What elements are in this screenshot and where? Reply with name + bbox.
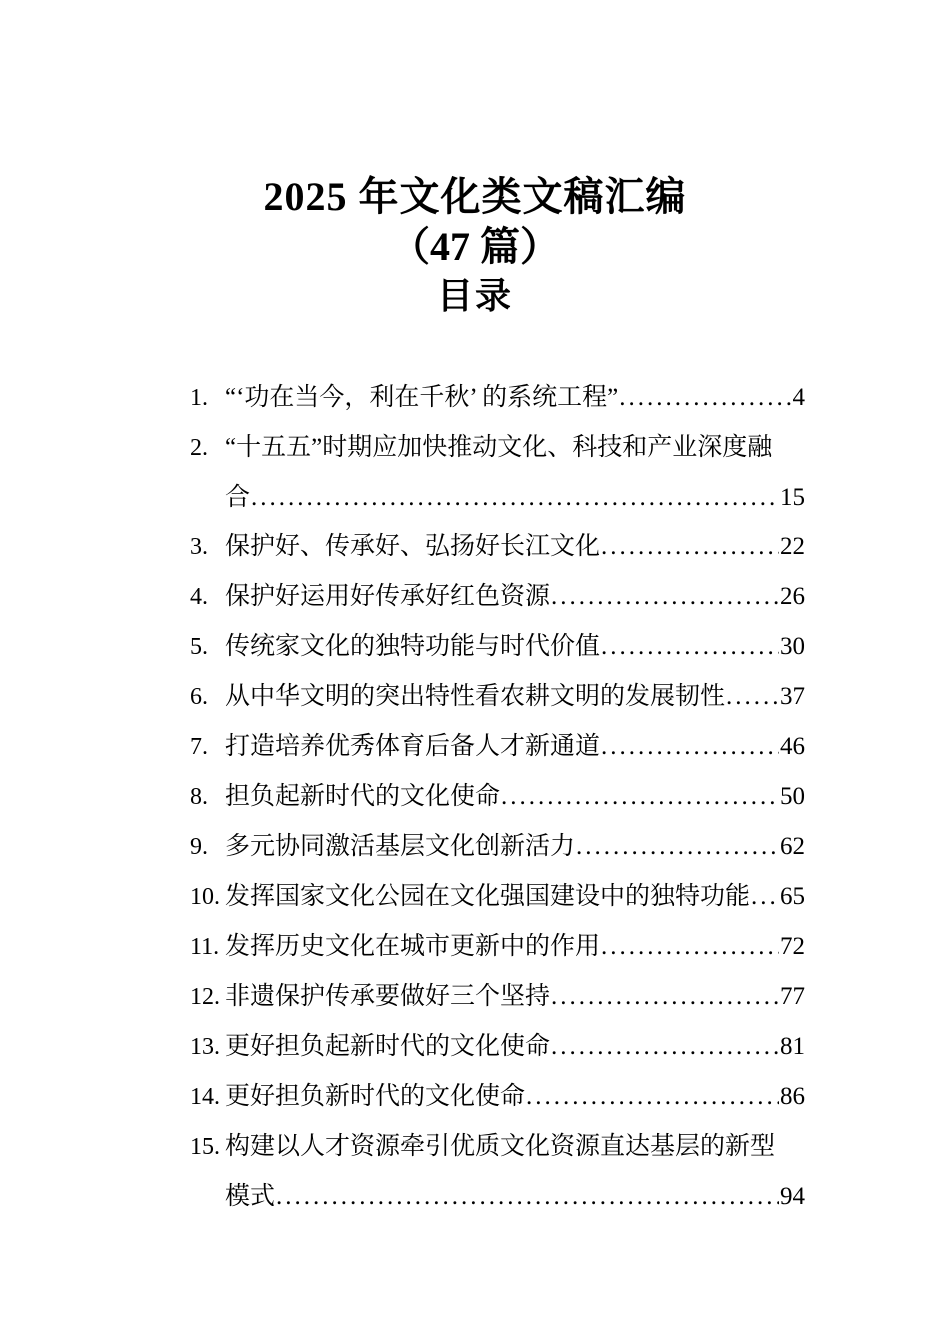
toc-entry-title: 发挥历史文化在城市更新中的作用 xyxy=(225,933,601,960)
toc-entry-page: 30 xyxy=(780,633,805,660)
dot-leader xyxy=(526,1072,779,1121)
dot-leader xyxy=(601,622,779,671)
dot-leader xyxy=(726,672,779,721)
dot-leader xyxy=(551,572,779,621)
doc-title: 2025 年文化类文稿汇编 xyxy=(263,174,687,219)
toc-entry-page: 22 xyxy=(780,533,805,560)
toc-entry-number: 11. xyxy=(190,934,220,960)
dot-leader xyxy=(551,972,779,1021)
toc-entry-14[interactable] xyxy=(190,1072,805,1122)
toc-entry-5[interactable] xyxy=(190,622,805,672)
toc-entry-6[interactable] xyxy=(190,672,805,722)
toc-entry-title: 担负起新时代的文化使命 xyxy=(225,783,501,810)
toc-entry-11[interactable] xyxy=(190,922,805,972)
toc-entry-page: 86 xyxy=(780,1083,805,1110)
toc-entry-title-line2: 合 xyxy=(225,484,251,511)
dot-leader xyxy=(276,1172,779,1221)
toc-entry-number: 5. xyxy=(190,634,208,660)
toc-entry-title: 从中华文明的突出特性看农耕文明的发展韧性 xyxy=(225,683,726,710)
toc-entry-number: 7. xyxy=(190,734,208,760)
dot-leader xyxy=(601,722,779,771)
toc-entry-title: 更好担负新时代的文化使命 xyxy=(225,1083,526,1110)
toc-entry-number: 15. xyxy=(190,1134,220,1160)
toc-entry-page: 26 xyxy=(780,583,805,610)
toc-entry-number: 9. xyxy=(190,834,208,860)
toc-entry-10[interactable] xyxy=(190,872,805,922)
toc-entry-2[interactable] xyxy=(190,423,805,522)
toc-heading: 目录 xyxy=(436,276,513,316)
toc-entry-8[interactable] xyxy=(190,772,805,822)
dot-leader xyxy=(551,1022,779,1071)
toc-entry-7[interactable] xyxy=(190,722,805,772)
dot-leader xyxy=(751,872,779,921)
dot-leader xyxy=(501,772,779,821)
toc-entry-page: 72 xyxy=(780,933,805,960)
toc-entry-15[interactable] xyxy=(190,1122,805,1221)
toc-entry-title-line2: 模式 xyxy=(225,1183,276,1210)
toc-entry-title: 保护好、传承好、弘扬好长江文化 xyxy=(225,533,601,560)
toc-entry-page: 46 xyxy=(780,733,805,760)
dot-leader xyxy=(251,473,779,522)
toc-entry-page: 62 xyxy=(780,833,805,860)
toc-entry-number: 3. xyxy=(190,534,208,560)
toc-entry-title: 传统家文化的独特功能与时代价值 xyxy=(225,633,601,660)
toc-entry-4[interactable] xyxy=(190,572,805,622)
table-of-contents xyxy=(190,373,805,1221)
dot-leader xyxy=(601,522,779,571)
toc-entry-page: 37 xyxy=(780,683,805,710)
toc-entry-title: 发挥国家文化公园在文化强国建设中的独特功能 xyxy=(225,883,751,910)
toc-entry-title: 保护好运用好传承好红色资源 xyxy=(225,583,551,610)
toc-entry-page: 15 xyxy=(780,484,805,511)
toc-entry-number: 6. xyxy=(190,684,208,710)
toc-entry-title: “‘功在当今，利在千秋’ 的系统工程” xyxy=(225,384,619,411)
toc-entry-title-line1: 构建以人才资源牵引优质文化资源直达基层的新型 xyxy=(225,1133,776,1160)
doc-subtitle: （47 篇） xyxy=(390,224,560,269)
toc-entry-page: 94 xyxy=(780,1183,805,1210)
toc-entry-number: 4. xyxy=(190,584,208,610)
document-header xyxy=(0,0,950,320)
dot-leader xyxy=(601,922,779,971)
toc-entry-page: 50 xyxy=(780,783,805,810)
toc-entry-13[interactable] xyxy=(190,1022,805,1072)
toc-entry-12[interactable] xyxy=(190,972,805,1022)
toc-entry-title: 打造培养优秀体育后备人才新通道 xyxy=(225,733,601,760)
toc-entry-page: 4 xyxy=(792,384,805,411)
toc-entry-number: 14. xyxy=(190,1084,220,1110)
toc-entry-title: 多元协同激活基层文化创新活力 xyxy=(225,833,576,860)
toc-entry-number: 13. xyxy=(190,1034,220,1060)
dot-leader xyxy=(576,822,779,871)
toc-entry-number: 10. xyxy=(190,884,220,910)
toc-entry-title: 更好担负起新时代的文化使命 xyxy=(225,1033,551,1060)
toc-entry-page: 81 xyxy=(780,1033,805,1060)
toc-entry-page: 65 xyxy=(780,883,805,910)
toc-entry-number: 8. xyxy=(190,784,208,810)
toc-entry-page: 77 xyxy=(780,983,805,1010)
toc-entry-number: 2. xyxy=(190,435,208,461)
toc-entry-9[interactable] xyxy=(190,822,805,872)
toc-entry-title-line1: “十五五”时期应加快推动文化、科技和产业深度融 xyxy=(225,434,773,461)
toc-entry-number: 12. xyxy=(190,984,220,1010)
toc-entry-1[interactable] xyxy=(190,373,805,423)
toc-entry-3[interactable] xyxy=(190,522,805,572)
toc-entry-number: 1. xyxy=(190,385,208,411)
toc-entry-title: 非遗保护传承要做好三个坚持 xyxy=(225,983,551,1010)
dot-leader xyxy=(619,373,791,422)
